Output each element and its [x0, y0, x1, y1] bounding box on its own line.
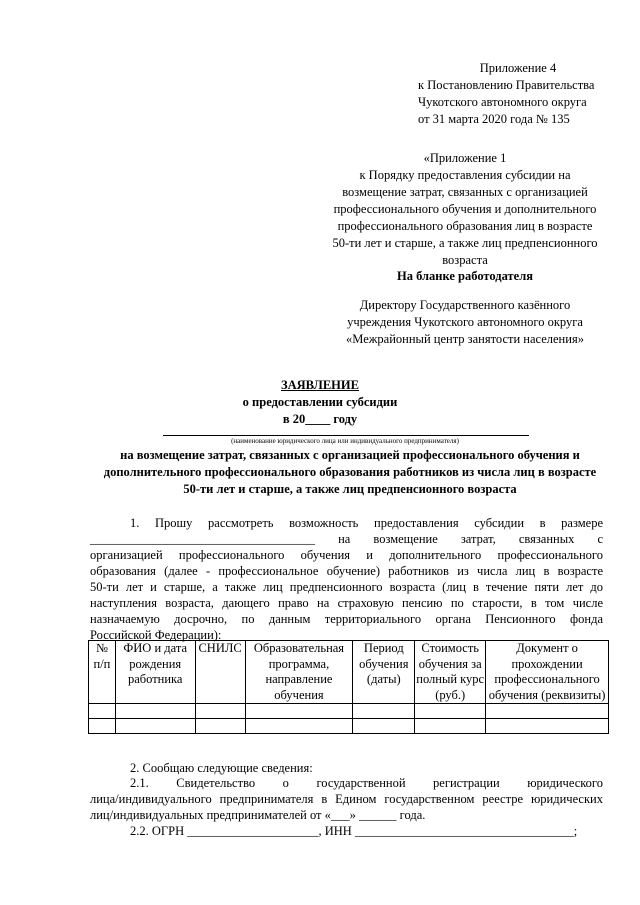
column-header-snils: СНИЛС	[195, 641, 245, 704]
applicant-caption: (наименование юридического лица или индивидуального предпринимателя)	[231, 437, 459, 445]
addressee-line: учреждения Чукотского автономного округа	[347, 315, 583, 329]
document-title	[190, 377, 450, 428]
table-cell[interactable]	[353, 719, 415, 734]
employees-table	[88, 640, 609, 734]
purpose-line: дополнительного профессионального образования работников из числа лиц в возрасте	[103, 465, 597, 479]
title-statement: ЗАЯВЛЕНИЕ	[281, 378, 359, 392]
appendix-1-reference	[300, 150, 630, 269]
table-cell[interactable]	[415, 719, 486, 734]
letterhead-note: На бланке работодателя	[396, 269, 534, 283]
appendix-1-line: профессионального обучения и дополнительного	[333, 202, 597, 216]
table-cell[interactable]	[486, 704, 609, 719]
table-cell[interactable]	[486, 719, 609, 734]
applicant-name-line[interactable]	[163, 435, 529, 436]
section-2-heading: 2. Сообщаю следующие сведения:	[130, 761, 313, 775]
appendix-4-reference	[418, 60, 618, 128]
column-header-number: № п/п	[89, 641, 116, 704]
paragraph-1-line: образования (далее - профессиональное обучение) работников из числа лиц в возрасте	[90, 564, 603, 578]
section-2-1-line: лиц/индивидуальных предпринимателей от «___» ______ года.	[90, 808, 426, 822]
paragraph-1	[90, 515, 603, 643]
addressee-line: «Межрайонный центр занятости населения»	[346, 332, 584, 346]
table-cell[interactable]	[115, 719, 195, 734]
paragraph-1-line: ____________________________________ на возмещение затрат, связанных с	[90, 532, 603, 546]
paragraph-1-line: 50-ти лет и старше, а также лиц предпенсионного возраста (лиц в течение пяти лет до	[90, 580, 603, 594]
paragraph-1-line: назначаемую досрочно, по данным территориального органа Пенсионного фонда	[90, 612, 603, 626]
table-cell[interactable]	[353, 704, 415, 719]
paragraph-1-line: 1. Прошу рассмотреть возможность предоставления субсидии в размере	[130, 516, 603, 530]
title-subject: о предоставлении субсидии	[242, 395, 398, 409]
table-cell[interactable]	[245, 704, 353, 719]
paragraph-1-line: Российской Федерации):	[90, 628, 222, 642]
appendix-4-line: Чукотского автономного округа	[418, 95, 587, 109]
appendix-4-line: от 31 марта 2020 года № 135	[418, 112, 570, 126]
table-row	[89, 704, 609, 719]
table-header-row	[89, 641, 609, 704]
table-cell[interactable]	[89, 719, 116, 734]
appendix-1-line: возраста	[442, 253, 488, 267]
table-row	[89, 719, 609, 734]
purpose-line: 50-ти лет и старше, а также лиц предпенсионного возраста	[183, 482, 517, 496]
addressee	[300, 297, 630, 348]
column-header-full-name: ФИО и дата рождения работника	[115, 641, 195, 704]
table-cell[interactable]	[115, 704, 195, 719]
appendix-1-line: к Порядку предоставления субсидии на	[359, 168, 571, 182]
column-header-period: Период обучения (даты)	[353, 641, 415, 704]
application-purpose	[88, 447, 612, 498]
section-2-2-ogrn-inn: 2.2. ОГРН _____________________, ИНН ___________________________________;	[130, 824, 578, 838]
table-cell[interactable]	[415, 704, 486, 719]
table-cell[interactable]	[89, 704, 116, 719]
appendix-1-line: 50-ти лет и старше, а также лиц предпенсионного	[332, 236, 598, 250]
section-2-1-line: лица/индивидуального предпринимателя в Едином государственном реестре юридических	[90, 792, 603, 806]
paragraph-1-line: наступления возраста, дающего право на страховую пенсию по старости, в том числе	[90, 596, 603, 610]
paragraph-1-line: организацией профессионального обучения и дополнительного профессионального	[90, 548, 603, 562]
table-cell[interactable]	[195, 704, 245, 719]
appendix-4-title: Приложение 4	[479, 61, 557, 75]
appendix-1-line: возмещение затрат, связанных с организацией	[342, 185, 588, 199]
section-2-1	[90, 775, 603, 823]
table-cell[interactable]	[245, 719, 353, 734]
appendix-1-line: профессионального образования лиц в возрасте	[337, 219, 593, 233]
section-2-1-line: 2.1. Свидетельство о государственной регистрации юридического	[130, 776, 603, 790]
column-header-cost: Стоимость обучения за полный курс (руб.)	[416, 641, 485, 702]
table-cell[interactable]	[195, 719, 245, 734]
column-header-program: Образовательная программа, направление обучения	[245, 641, 353, 704]
title-year: в 20____ году	[282, 412, 358, 426]
addressee-line: Директору Государственного казённого	[359, 298, 571, 312]
column-header-document: Документ о прохождении профессионального обучения (реквизиты)	[486, 641, 609, 704]
appendix-1-line: «Приложение 1	[423, 151, 507, 165]
appendix-4-line: к Постановлению Правительства	[418, 78, 595, 92]
purpose-line: на возмещение затрат, связанных с организацией профессионального обучения и	[120, 448, 580, 462]
